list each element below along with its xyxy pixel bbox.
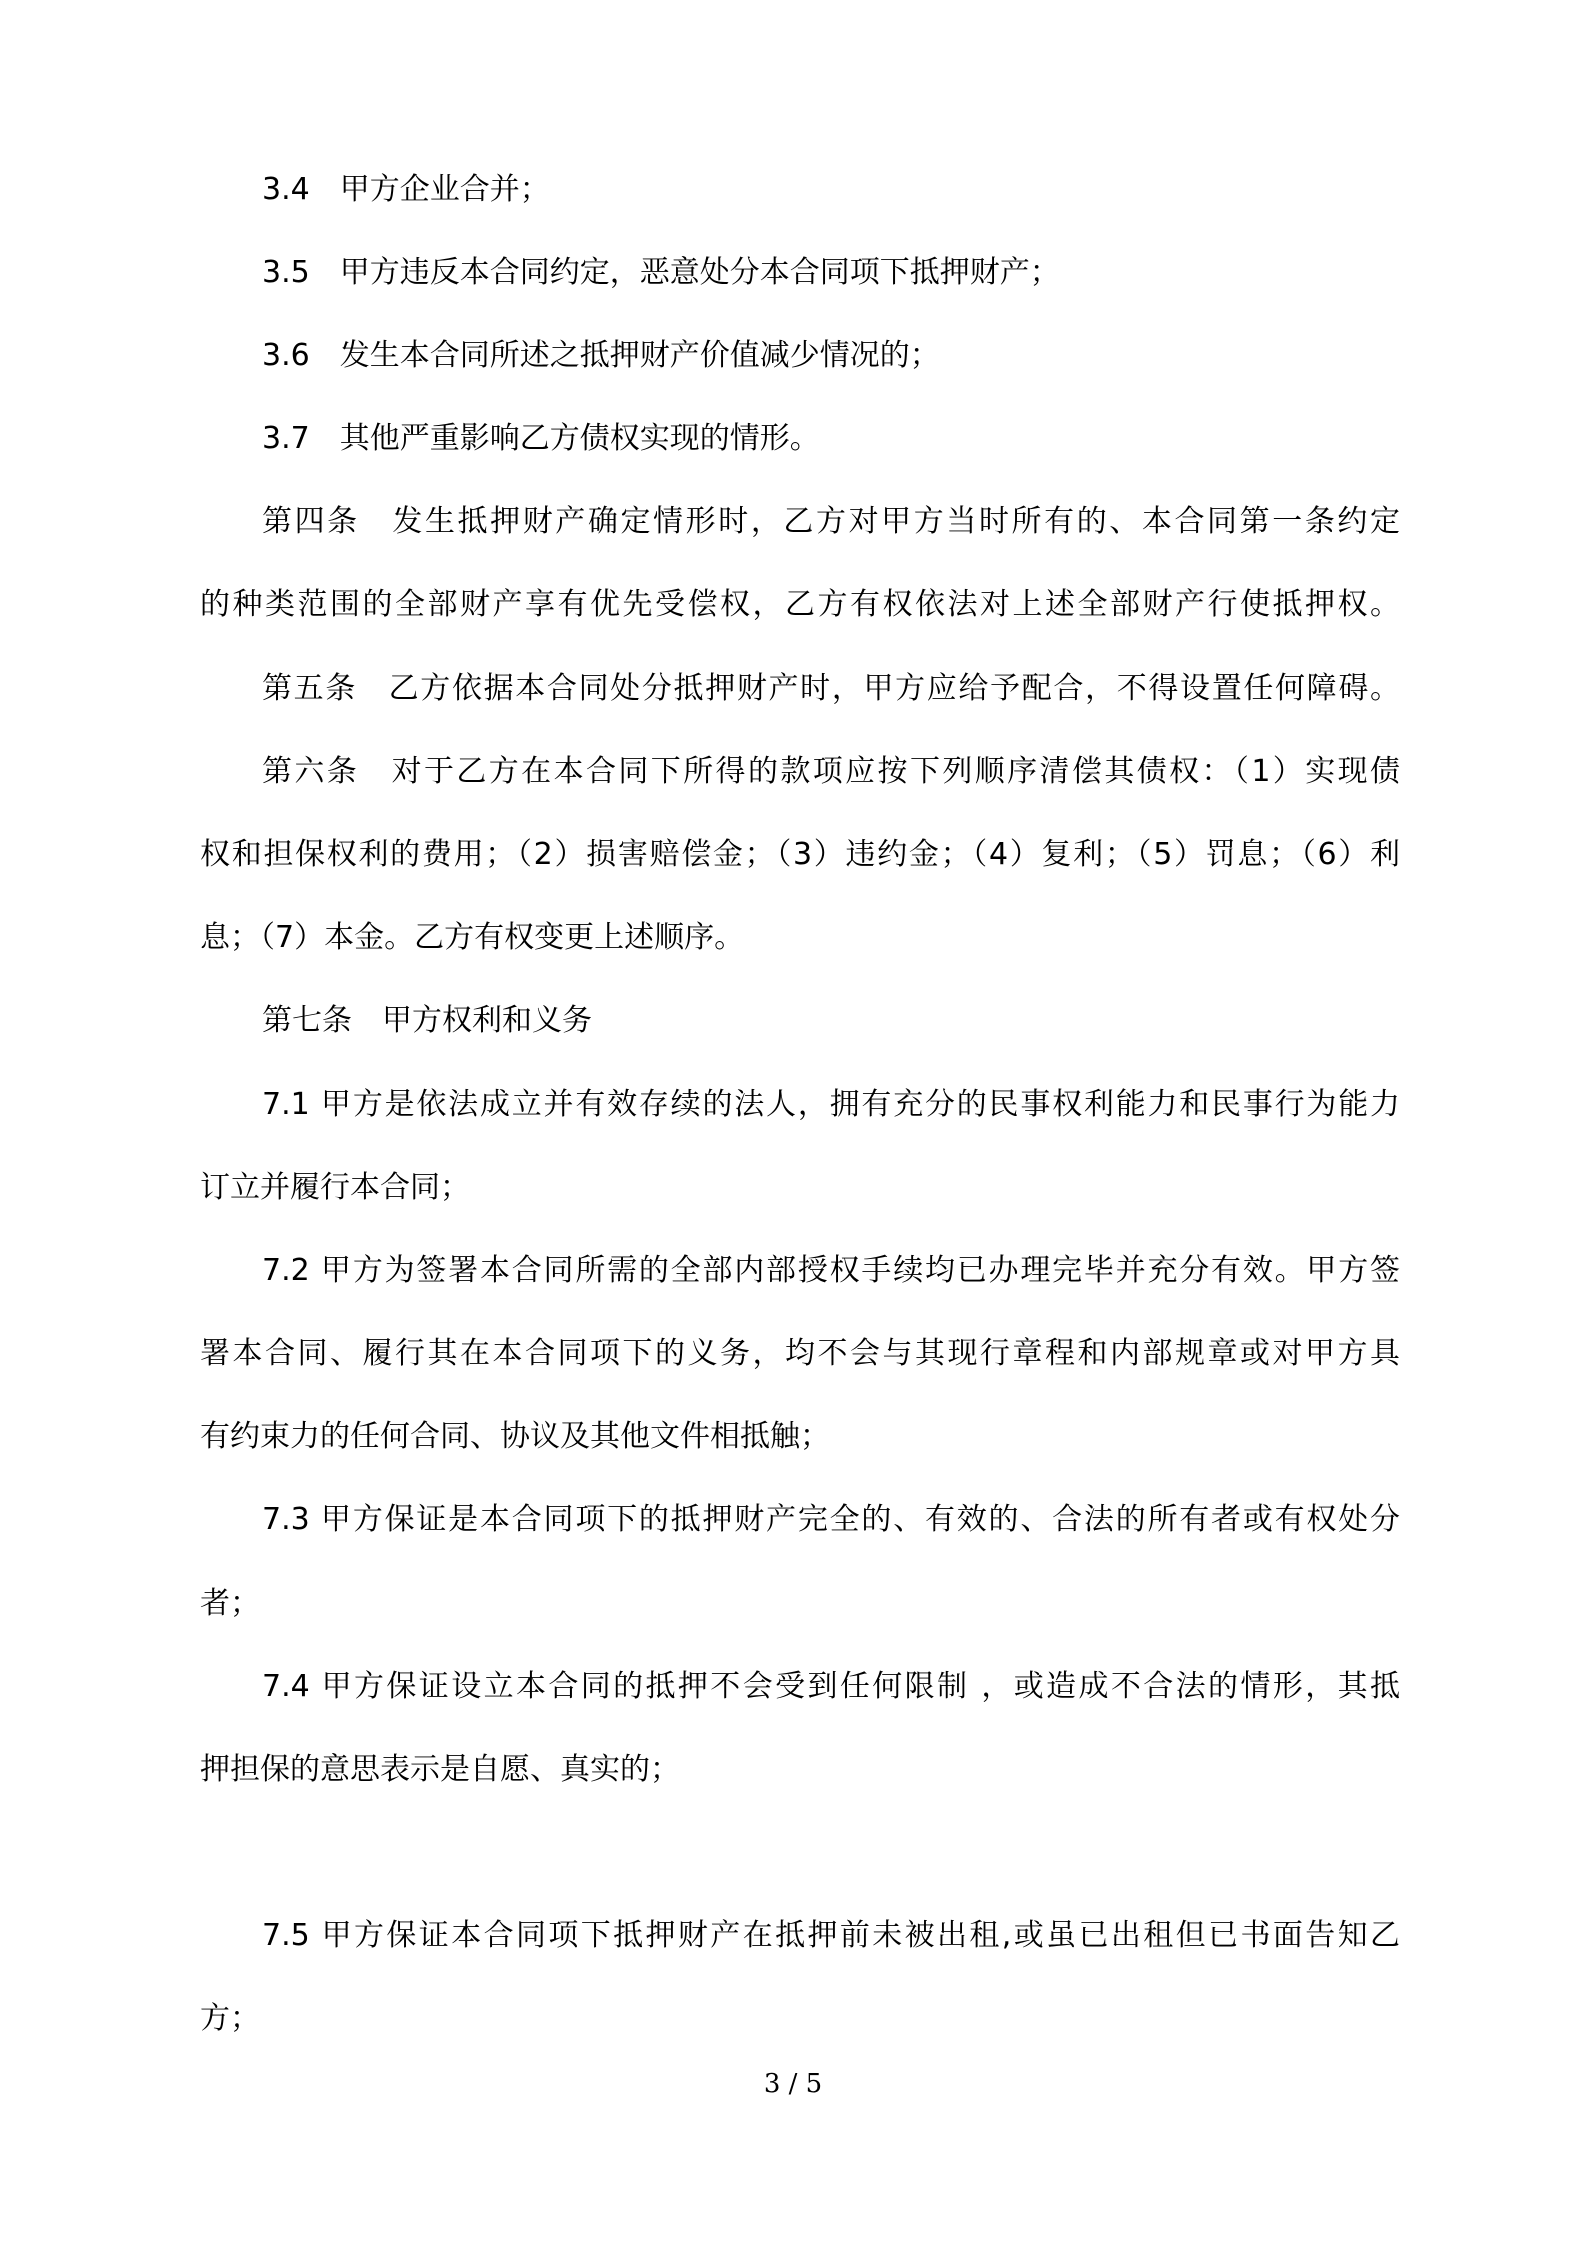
clause-7-3-line-2: 者； xyxy=(200,1586,260,1621)
article-6-line-2: 权和担保权利的费用；（2）损害赔偿金；（3）违约金；（4）复利；（5）罚息；（6）利 xyxy=(200,837,1400,872)
clause-7-4-line-2: 押担保的意思表示是自愿、真实的； xyxy=(200,1752,680,1787)
article-6-line-3: 息；（7）本金。乙方有权变更上述顺序。 xyxy=(200,920,745,955)
clause-7-4-line-1: 7.4 甲方保证设立本合同的抵押不会受到任何限制 ，或造成不合法的情形，其抵 xyxy=(262,1669,1400,1704)
clause-7-2-line-2: 署本合同、履行其在本合同项下的义务，均不会与其现行章程和内部规章或对甲方具 xyxy=(200,1336,1400,1371)
clause-3-7: 3.7 其他严重影响乙方债权实现的情形。 xyxy=(262,421,820,456)
clause-3-6: 3.6 发生本合同所述之抵押财产价值减少情况的； xyxy=(262,338,940,373)
article-7-heading: 第七条 甲方权利和义务 xyxy=(262,1003,592,1038)
clause-7-1-line-2: 订立并履行本合同； xyxy=(200,1170,470,1205)
clause-7-2-line-1: 7.2 甲方为签署本合同所需的全部内部授权手续均已办理完毕并充分有效。甲方签 xyxy=(262,1253,1400,1288)
clause-7-5-line-2: 方； xyxy=(200,2001,260,2036)
article-4-line-2: 的种类范围的全部财产享有优先受偿权，乙方有权依法对上述全部财产行使抵押权。 xyxy=(200,587,1400,622)
clause-7-3-line-1: 7.3 甲方保证是本合同项下的抵押财产完全的、有效的、合法的所有者或有权处分 xyxy=(262,1502,1400,1537)
clause-7-1-line-1: 7.1 甲方是依法成立并有效存续的法人，拥有充分的民事权利能力和民事行为能力 xyxy=(262,1087,1400,1122)
clause-3-4: 3.4 甲方企业合并； xyxy=(262,172,550,207)
article-4-line-1: 第四条 发生抵押财产确定情形时，乙方对甲方当时所有的、本合同第一条约定 xyxy=(262,504,1400,539)
clause-7-2-line-3: 有约束力的任何合同、协议及其他文件相抵触； xyxy=(200,1419,830,1454)
clause-3-5: 3.5 甲方违反本合同约定，恶意处分本合同项下抵押财产； xyxy=(262,255,1060,290)
article-5-line-1: 第五条 乙方依据本合同处分抵押财产时，甲方应给予配合，不得设置任何障碍。 xyxy=(262,671,1400,706)
page-number: 3 / 5 xyxy=(763,2069,823,2099)
clause-7-5-line-1: 7.5 甲方保证本合同项下抵押财产在抵押前未被出租,或虽已出租但已书面告知乙 xyxy=(262,1918,1400,1953)
article-6-line-1: 第六条 对于乙方在本合同下所得的款项应按下列顺序清偿其债权：（1）实现债 xyxy=(262,754,1400,789)
